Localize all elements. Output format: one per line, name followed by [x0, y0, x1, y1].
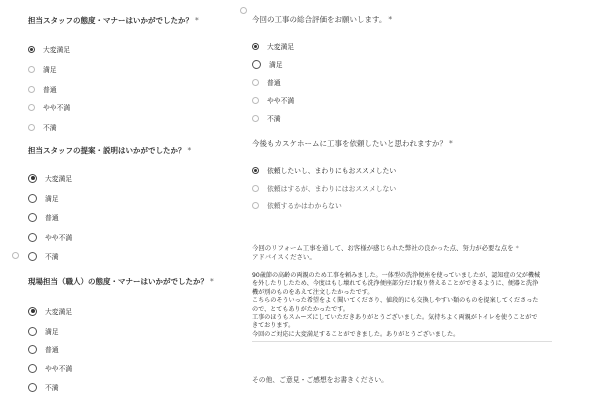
required-mark: *: [515, 244, 519, 252]
required-mark: *: [388, 15, 393, 24]
q1-option-satisfied[interactable]: 満足: [28, 64, 57, 74]
radio-icon[interactable]: [252, 185, 259, 192]
q3-option-dissatisfied[interactable]: 不満: [28, 382, 59, 392]
required-mark: *: [449, 139, 453, 148]
question-overall-rating: 今回の工事の総合評価をお願いします。 *: [252, 15, 393, 24]
question-staff-manner: 担当スタッフの態度・マナーはいかがでしたか？ *: [28, 16, 199, 25]
radio-icon[interactable]: [252, 202, 259, 209]
q4-option-normal[interactable]: 普通: [252, 77, 281, 87]
question-future-request: 今後もカスケホームに工事を依頼したいと思われますか？ *: [252, 139, 453, 148]
question-other-comments: その他、ご意見・ご感想をお書きください。: [252, 376, 388, 384]
q5-option-recommend[interactable]: 依頼したいし、まわりにもおススメしたい: [252, 165, 396, 175]
radio-icon[interactable]: [28, 252, 37, 261]
radio-icon[interactable]: [28, 124, 35, 131]
q1-option-slightly-dissatisfied[interactable]: やや不満: [28, 102, 70, 112]
q1-option-dissatisfied[interactable]: 不満: [28, 122, 57, 132]
q5-option-not-sure[interactable]: 依頼するかはわからない: [252, 200, 342, 210]
radio-selected-icon[interactable]: [252, 167, 259, 174]
radio-icon[interactable]: [28, 104, 35, 111]
q3-option-normal[interactable]: 普通: [28, 344, 59, 354]
radio-selected-icon[interactable]: [28, 307, 37, 316]
q5-option-request-not-recommend[interactable]: 依頼はするが、まわりにはおススメしない: [252, 183, 396, 193]
required-mark: *: [187, 146, 192, 155]
q1-option-very-satisfied[interactable]: 大変満足: [28, 44, 70, 54]
radio-icon[interactable]: [28, 194, 37, 203]
q4-option-dissatisfied[interactable]: 不満: [252, 113, 281, 123]
q3-option-slightly-dissatisfied[interactable]: やや不満: [28, 363, 72, 373]
required-mark: *: [195, 16, 199, 25]
radio-icon[interactable]: [252, 115, 259, 122]
radio-icon[interactable]: [28, 327, 37, 336]
question-craftsman-manner: 現場担当（職人）の態度・マナーはいかがでしたか？ *: [28, 277, 214, 286]
q2-option-slightly-dissatisfied[interactable]: やや不満: [28, 232, 72, 242]
q2-option-normal[interactable]: 普通: [28, 212, 59, 222]
radio-icon[interactable]: [28, 66, 35, 73]
q2-option-satisfied[interactable]: 満足: [28, 193, 59, 203]
radio-selected-icon[interactable]: [28, 46, 35, 53]
required-mark: *: [210, 277, 214, 286]
q4-option-very-satisfied[interactable]: 大変満足: [252, 41, 294, 51]
radio-icon[interactable]: [28, 364, 37, 373]
q2-option-dissatisfied[interactable]: 不満: [28, 251, 59, 261]
q2-option-very-satisfied[interactable]: 大変満足: [28, 173, 72, 183]
q3-option-very-satisfied[interactable]: 大変満足: [28, 306, 72, 316]
radio-selected-icon[interactable]: [28, 174, 37, 183]
question-staff-proposal: 担当スタッフの提案・説明はいかがでしたか？ *: [28, 146, 192, 155]
q1-option-normal[interactable]: 普通: [28, 84, 57, 94]
q4-option-slightly-dissatisfied[interactable]: やや不満: [252, 95, 294, 105]
question-feedback: 今回のリフォーム工事を通して、お客様が感じられた弊社の良かった点、努力が必要な点を * アドバイスください。: [252, 244, 519, 261]
radio-icon[interactable]: [28, 86, 35, 93]
radio-icon[interactable]: [28, 213, 37, 222]
q3-option-satisfied[interactable]: 満足: [28, 326, 59, 336]
edge-circle-icon: [12, 252, 19, 259]
radio-icon[interactable]: [252, 60, 261, 69]
radio-icon[interactable]: [28, 345, 37, 354]
radio-icon[interactable]: [28, 383, 37, 392]
feedback-textarea[interactable]: 90歳節の高齢の両親のため工事を頼みました。一体型の洗浄便座を使っていましたが、認知症の父が機械 を外したりしたため、今度はもし壊れても洗浄便座部分だけ取り替えることができるように、便器と洗浄 機が別のものをあえて注文したかったです。 こちらのそういった希望をよく聞いてくださり、値段的にも交換しやすい類のものを提案してくださった ので、とてもありがたかったです。 工事のほうもスムーズにしていただきありがとうございました。気持ちよく両親がトイレを使うことがで きております。 今回のご対応に大変満足することができました。ありがとうございました。: [252, 272, 552, 342]
radio-icon[interactable]: [252, 97, 259, 104]
radio-selected-icon[interactable]: [252, 43, 259, 50]
edge-circle-icon: [240, 7, 247, 14]
q4-option-satisfied[interactable]: 満足: [252, 59, 283, 69]
radio-icon[interactable]: [28, 233, 37, 242]
radio-icon[interactable]: [252, 79, 259, 86]
